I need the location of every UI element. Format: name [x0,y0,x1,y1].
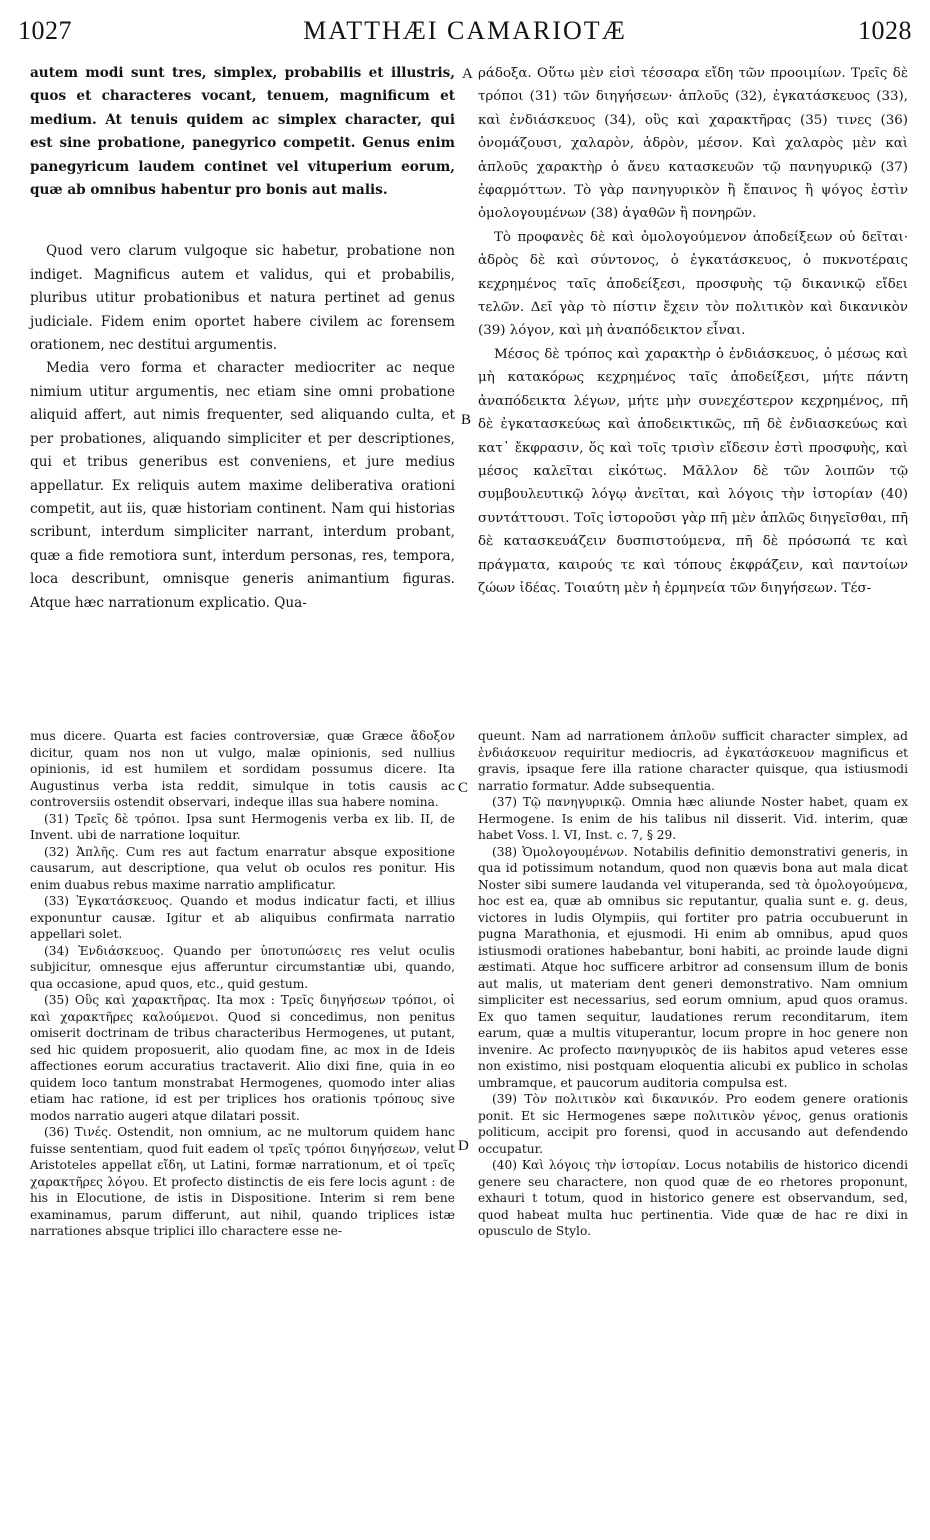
footnote-31: (31) Τρεῖς δὲ τρόποι. Ipsa sunt Hermogenis verba ex lib. II, de Invent. ubi de narratione loquitur. [30,811,455,842]
footnote-37: (37) Τῷ πανηγυρικῷ. Omnia hæc aliunde Noster habet, quam ex Hermogene. Is enim de his talibus nil disserit. Vid. interim, quæ habet Voss. l. VI, Inst. c. 7, § 29. [478,795,908,842]
page-number-left: 1027 [18,16,72,45]
margin-marker-d: D [458,1138,469,1154]
greek-paragraph-2: Τὸ προφανὲς δὲ καὶ ὁμολογούμενον ἀποδείξεων οὐ δεῖται· ἁδρὸς δὲ καὶ σύντονος, ὁ ἐγκατάσκευος, ὁ πυκνοτέραις κεχρημένος ταῖς ἀποδείξεσι, προσφυὴς τῷ δικανικῷ εἴδει τελῶν. Δεῖ γὰρ τὸ πίστιν ἔχειν τὸν πολιτικὸν καὶ δικανικὸν (39) λόγον, καὶ μὴ ἀναπόδεικτον εἶναι. [478,229,908,339]
margin-marker-a: A [462,66,473,82]
footnote-35: (35) Οὓς καὶ χαρακτῆρας. Ita mox : Τρεῖς διηγήσεων τρόποι, οἱ καὶ χαρακτῆρες καλούμενοι. Quod si concedimus, non penitus omiserit doctrinam de tribus characteribus Hermogenes, ut putant, sed hic quidem proposuerit, alio quodam fine, ac mox in de Ideis affectiones eorum accuratius tractaverit. Alio dixi fine, quia in eo quidem loco tantum monstrabat Hermogenes, quomodo inter alias etiam hac ratione, id est per triplices hos orationis τρόπους sive modos narratio augeri atque dilatari possit. [30,993,455,1123]
page-number-right: 1028 [858,16,912,45]
footnote-39: (39) Τὸν πολιτικὸν καὶ δικανικόν. Pro eodem genere orationis ponit. Et sic Hermogenes sæpe πολιτικὸν γένος, genus orationis politicum, accipit pro forensi, quod in accusando aut defendendo occupatur. [478,1092,908,1156]
latin-main-text [30,62,455,615]
running-header [18,8,912,56]
footnote-40: (40) Καὶ λόγοις τὴν ἱστορίαν. Locus notabilis de historico dicendi genere seu charactere, non quod quæ de eo rhetores proponunt, exhauri t totum, quod in historico genere est observandum, sed, quod habeat multa huc pertinentia. Vide quæ de hac re dixi in opusculo de Stylo. [478,1158,908,1238]
greek-paragraph-1: ράδοξα. Οὕτω μὲν εἰσὶ τέσσαρα εἴδη τῶν προοιμίων. Τρεῖς δὲ τρόποι (31) τῶν διηγήσεων· ἁπλοῦς (32), ἐγκατάσκευος (33), καὶ ἐνδιάσκευος (34), οὓς καὶ χαρακτῆρας (35) τινες (36) ὀνομάζουσι, χαλαρὸν, ἁδρὸν, μέσον. Καὶ χαλαρὸς μὲν καὶ ἁπλοῦς χαρακτὴρ ὁ ἄνευ κατασκευῶν τῷ πανηγυρικῷ (37) ἐφαρμόττων. Τὸ γὰρ πανηγυρικὸν ἢ ἔπαινος ἢ ψόγος ἐστὶν ὁμολογουμένων (38) ἀγαθῶν ἢ πονηρῶν. [478,66,908,222]
latin-paragraph-3: Media vero forma et character mediocriter ac neque nimium utitur argumentis, nec etiam sine omni probatione aliquid affert, aut nimis frequenter, sed aliquando culta, et per probationes, aliquando simpliciter et per descriptiones, qui et tribus generibus est conveniens, et jure medius appellatur. Ex reliquis autem maxime deliberativa orationi competit, aut iis, quæ historiam continent. Nam qui historias scribunt, interdum simpliciter narrant, interdum probant, quæ a fide remotiora sunt, interdum personas, res, tempora, loca describunt, omnisque generis animantium figuras. Atque hæc narrationum explicatio. Qua- [30,360,455,611]
footnotes-right [478,728,908,1240]
footnote-continued: mus dicere. Quarta est facies controversiæ, quæ Græce ἄδοξον dicitur, quam nos non ut vulgo, malæ opinionis, sed nullius opinionis, id est humilem et sordidam possumus dicere. Ita Augustinus verba ista reddit, simulque in totis causis ac controversiis ostendit observari, indeque illas sua habere nomina. [30,729,455,809]
footnote-34: (34) Ἐνδιάσκευος. Quando per ὑποτυπώσεις res velut oculis subjicitur, omnesque ejus afferuntur circumstantiæ ubi, quando, qua occasione, apud quos, etc., quid gestum. [30,943,455,991]
footnote-continued-right: queunt. Nam ad narrationem ἁπλοῦν sufficit character simplex, ad ἐνδιάσκευον requiritur mediocris, ad ἐγκατάσκευον magnificus et gravis, ipsaque fere illa ratione character quisque, qua istiusmodi narratio formatur. Adde subsequentia. [478,729,908,793]
footnotes-left [30,728,455,1240]
margin-marker-c: C [458,780,469,796]
footnote-36: (36) Τινές. Ostendit, non omnium, ac ne multorum quidem hanc fuisse sententiam, quod fuit eadem ol τρεῖς τρόποι διηγήσεων, velut Aristoteles appellat εἴδη, ut Latini, formæ narrationum, et οἱ τρεῖς χαρακτῆρες λόγου. Et profecto distinctis de eis fere locis agunt : de his in Elocutione, de istis in Dispositione. Interim si rem bene examinamus, parum differunt, aut nihil, quando triplices istæ narrationes absque triplici illo charactere esse ne- [30,1125,455,1238]
running-title: MATTHÆI CAMARIOTÆ [303,16,627,45]
latin-paragraph-2: Quod vero clarum vulgoque sic habetur, probatione non indiget. Magnificus autem et validus, qui et probabilis, pluribus utitur probationibus et natura pertinet ad genus judiciale. Fidem enim oportet habere civilem ac forensem orationem, nec destitui argumentis. [30,243,455,354]
greek-main-text [478,62,908,600]
greek-paragraph-3: Μέσος δὲ τρόπος καὶ χαρακτὴρ ὁ ἐνδιάσκευος, ὁ μέσως καὶ μὴ κατακόρως κεχρημένος ταῖς ἀποδείξεσι, μήτε πάντη ἀναπόδεικτα λέγων, μήτε μὴν συνεχέστερον κεχρημένος, πῆ δὲ ἐγκατασκεύως καὶ ἀποδεικτικῶς, πῆ δὲ ἐνδιασκεύως καὶ κατ᾽ ἔκφρασιν, ὅς καὶ τοῖς τρισὶν εἴδεσιν ἐστὶ προσφυὴς, καὶ μέσος καλεῖται εἰκότως. Μᾶλλον δὲ τῶν λοιπῶν τῷ συμβουλευτικῷ λόγῳ ἀνεῖται, καὶ λόγοις τὴν ἱστορίαν (40) συντάττουσι. Τοῖς ἱστοροῦσι γὰρ πῆ μὲν ἁπλῶς διηγεῖσθαι, πῆ δὲ κατασκευάζειν δυσπιστούμενα, πῆ δὲ πρόσωπά τε καὶ πράγματα, καιρούς τε καὶ τόπους ἐκφράζειν, καὶ παντοίων ζώων ἰδέας. Τοιαύτη μὲν ἡ ἑρμηνεία τῶν διηγήσεων. Τέσ- [478,346,908,596]
footnote-33: (33) Ἐγκατάσκευος. Quando et modus indicatur facti, et illius exponuntur causæ. Igitur et ab aliquibus confirmata narratio appellari solet. [30,894,455,941]
latin-paragraph-1: autem modi sunt tres, simplex, probabilis et illustris, quos et characteres vocant, tenuem, magnificum et medium. At tenuis quidem ac simplex character, qui est sine probatione, panegyrico competit. Genus enim panegyricum laudem continet vel vituperium eorum, quæ ab omnibus habentur pro bonis aut malis. [30,65,455,199]
footnote-32: (32) Ἁπλῆς. Cum res aut factum enarratur absque expositione causarum, aut descriptione, qua velut ob oculos res ponitur. His enim duabus rebus maxime narratio amplificatur. [30,844,455,892]
margin-marker-b: B [461,412,472,428]
footnote-38: (38) Ὁμολογουμένων. Notabilis definitio demonstrativi generis, in qua id potissimum notandum, quod non quævis bona aut mala dicat Noster sibi sumere laudanda vel vituperanda, sed τὰ ὁμολογούμενα, hoc est ea, quæ ab omnibus sic reputantur, qualia sunt e. g. deus, victores in ludis Olympiis, qui fortiter pro patria occubuerunt in pugna Marathonia, et ejusmodi. Hi enim ab omnibus, apud quos istiusmodi orationes habebantur, boni habiti, ac proinde laude digni æstimati. Atque hoc sufficere arbitror ad consensum illum de bonis aut malis, ut materiam dent generi demonstrativo. Nam omnium simpliciter est necessarius, sed eorum omnium, apud quos oramus. Ex quo tamen sequitur, laudationes rerum reconditarum, item earum, quæ a multis vituperantur, locum propre in hoc genere non invenire. Ac profecto πανηγυρικὸς de iis habitos apud veteres esse non existimo, nisi postquam eloquentia alicubi ex publico in scholas umbramque, et paucorum auditoria compulsa est. [478,844,908,1090]
